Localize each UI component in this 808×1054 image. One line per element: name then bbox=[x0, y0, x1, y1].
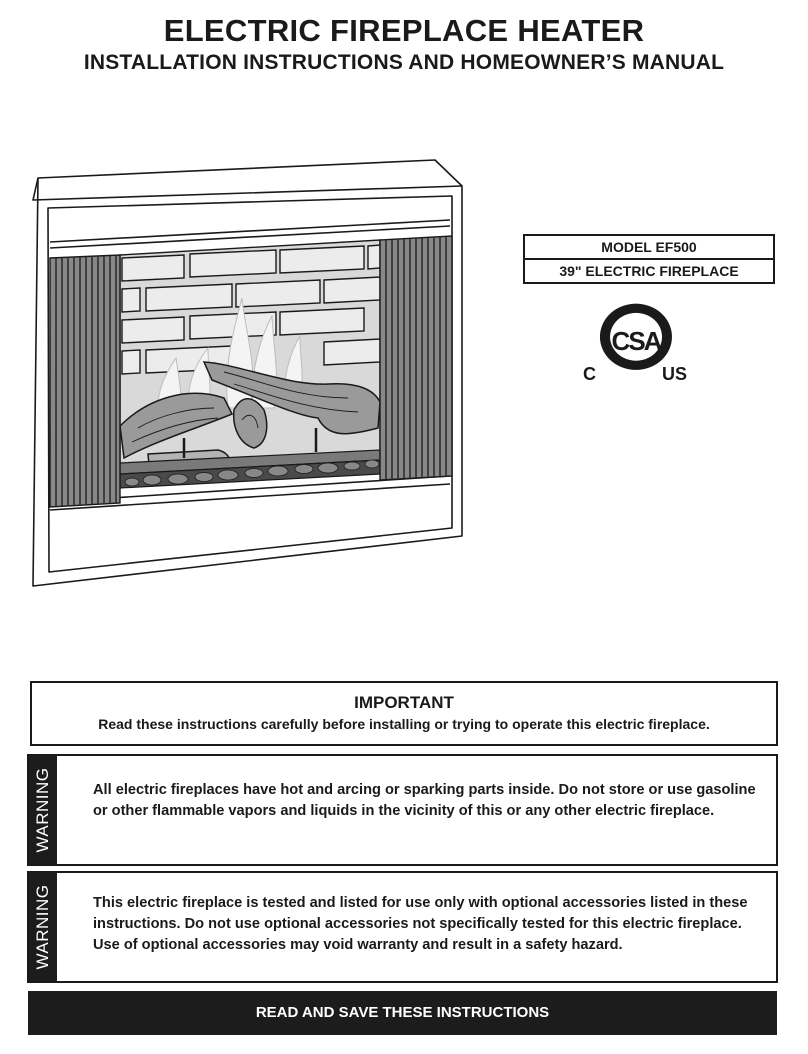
warning-tab bbox=[29, 873, 57, 981]
csa-certification-logo bbox=[580, 298, 694, 384]
document-title: ELECTRIC FIREPLACE HEATER bbox=[163, 13, 645, 48]
csa-c-mark: C bbox=[583, 364, 596, 384]
warning-tab-label: WARNING bbox=[33, 767, 52, 853]
registered-mark: ® bbox=[662, 334, 672, 349]
footer-banner: READ AND SAVE THESE INSTRUCTIONS bbox=[28, 991, 777, 1035]
warning-box bbox=[27, 871, 778, 983]
important-notice bbox=[30, 681, 778, 746]
model-number: MODEL EF500 bbox=[601, 239, 697, 255]
model-description: 39" ELECTRIC FIREPLACE bbox=[525, 258, 773, 282]
warning-text: This electric fireplace is tested and listed for use only with optional accessories listed in these instructions. Do not use optional accessories not specifically tested for this electric fireplace. Use of optional accessories may void warranty and result in a safety hazard. bbox=[93, 895, 748, 953]
important-heading: IMPORTANT bbox=[354, 693, 454, 712]
warning-box bbox=[27, 754, 778, 866]
fireplace-illustration bbox=[28, 158, 468, 588]
csa-letters: CSA bbox=[611, 326, 661, 356]
document-subtitle: INSTALLATION INSTRUCTIONS AND HOMEOWNER’S MANUAL bbox=[83, 51, 725, 74]
csa-us-mark: US bbox=[662, 364, 688, 384]
warning-tab-label: WARNING bbox=[33, 884, 52, 970]
warning-tab bbox=[29, 756, 57, 864]
model-box bbox=[523, 234, 775, 284]
important-text: Read these instructions carefully before installing or trying to operate this electric fireplace. bbox=[98, 716, 710, 732]
warning-text: All electric fireplaces have hot and arcing or sparking parts inside. Do not store or use gasoline or other flammable vapors and liquids in the vicinity of this or any other electric fireplace. bbox=[93, 782, 756, 819]
